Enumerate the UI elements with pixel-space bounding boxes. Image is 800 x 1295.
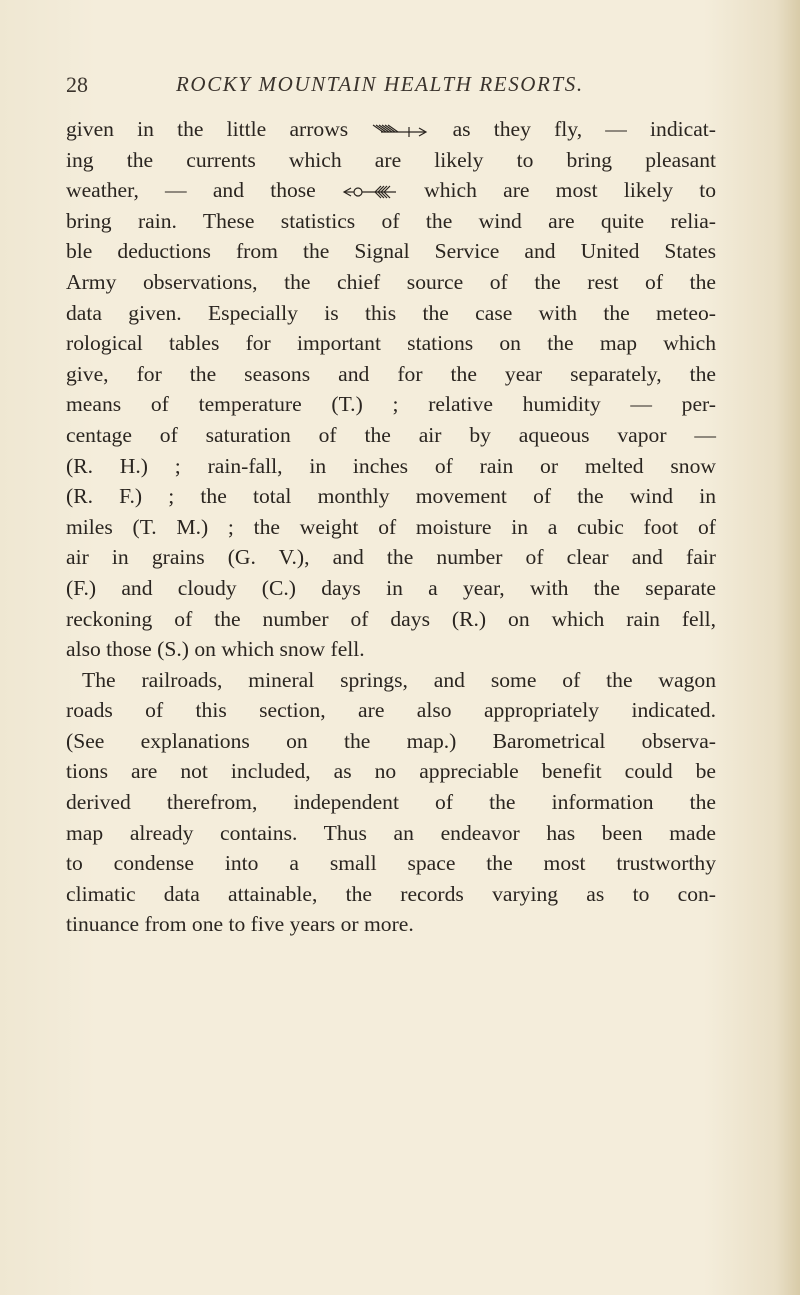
text-line: (R. H.) ; rain-fall, in inches of rain or melted snow xyxy=(66,453,716,478)
text-line: miles (T. M.) ; the weight of moisture in a cubic foot of xyxy=(66,514,716,539)
rain-arrow-icon xyxy=(342,185,398,199)
fair-weather-arrow-icon xyxy=(371,124,429,138)
text-line: also those (S.) on which snow fell. xyxy=(66,637,365,662)
running-head: ROCKY MOUNTAIN HEALTH RESORTS. xyxy=(176,72,584,96)
text-line: give, for the seasons and for the year separately, the xyxy=(66,361,716,386)
text-line xyxy=(66,175,716,206)
text-line: centage of saturation of the air by aqueous vapor — xyxy=(66,422,716,447)
text-line: data given. Especially is this the case with the meteo- xyxy=(66,300,716,325)
text-line: Army observations, the chief source of the rest of the xyxy=(66,269,716,294)
text-line: ble deductions from the Signal Service and United States xyxy=(66,239,716,264)
text-line: bring rain. These statistics of the wind are quite relia- xyxy=(66,208,716,233)
text-line: rological tables for important stations on the map which xyxy=(66,331,716,356)
text-line: reckoning of the number of days (R.) on which rain fell, xyxy=(66,606,716,631)
text-line: (R. F.) ; the total monthly movement of the wind in xyxy=(66,484,716,509)
page-header xyxy=(66,72,716,102)
text-line: roads of this section, are also appropriately indicated. xyxy=(66,698,716,723)
page-number: 28 xyxy=(66,72,88,97)
text-line: tinuance from one to five years or more. xyxy=(66,912,414,937)
text-line: (See explanations on the map.) Barometrical observa- xyxy=(66,728,716,753)
text-line: ing the currents which are likely to bring pleasant xyxy=(66,147,716,172)
text-segment: given in the little arrows xyxy=(66,117,349,141)
text-line: The railroads, mineral springs, and some of the wagon xyxy=(82,667,716,692)
text-segment: weather, — and those xyxy=(66,178,316,203)
text-line: climatic data attainable, the records varying as to con- xyxy=(66,881,716,906)
text-line: (F.) and cloudy (C.) days in a year, with the separate xyxy=(66,575,716,600)
text-line xyxy=(66,114,716,145)
text-line: derived therefrom, independent of the information the xyxy=(66,790,716,815)
text-line: map already contains. Thus an endeavor has been made xyxy=(66,820,716,845)
text-line: tions are not included, as no appreciable benefit could be xyxy=(66,759,716,784)
text-line: means of temperature (T.) ; relative humidity — per- xyxy=(66,392,716,417)
text-segment: which are most likely to xyxy=(424,178,716,203)
text-line: air in grains (G. V.), and the number of clear and fair xyxy=(66,545,716,570)
body-text xyxy=(66,114,716,940)
text-line: to condense into a small space the most trustworthy xyxy=(66,851,716,876)
text-segment: as they fly, — indicat- xyxy=(452,117,716,141)
